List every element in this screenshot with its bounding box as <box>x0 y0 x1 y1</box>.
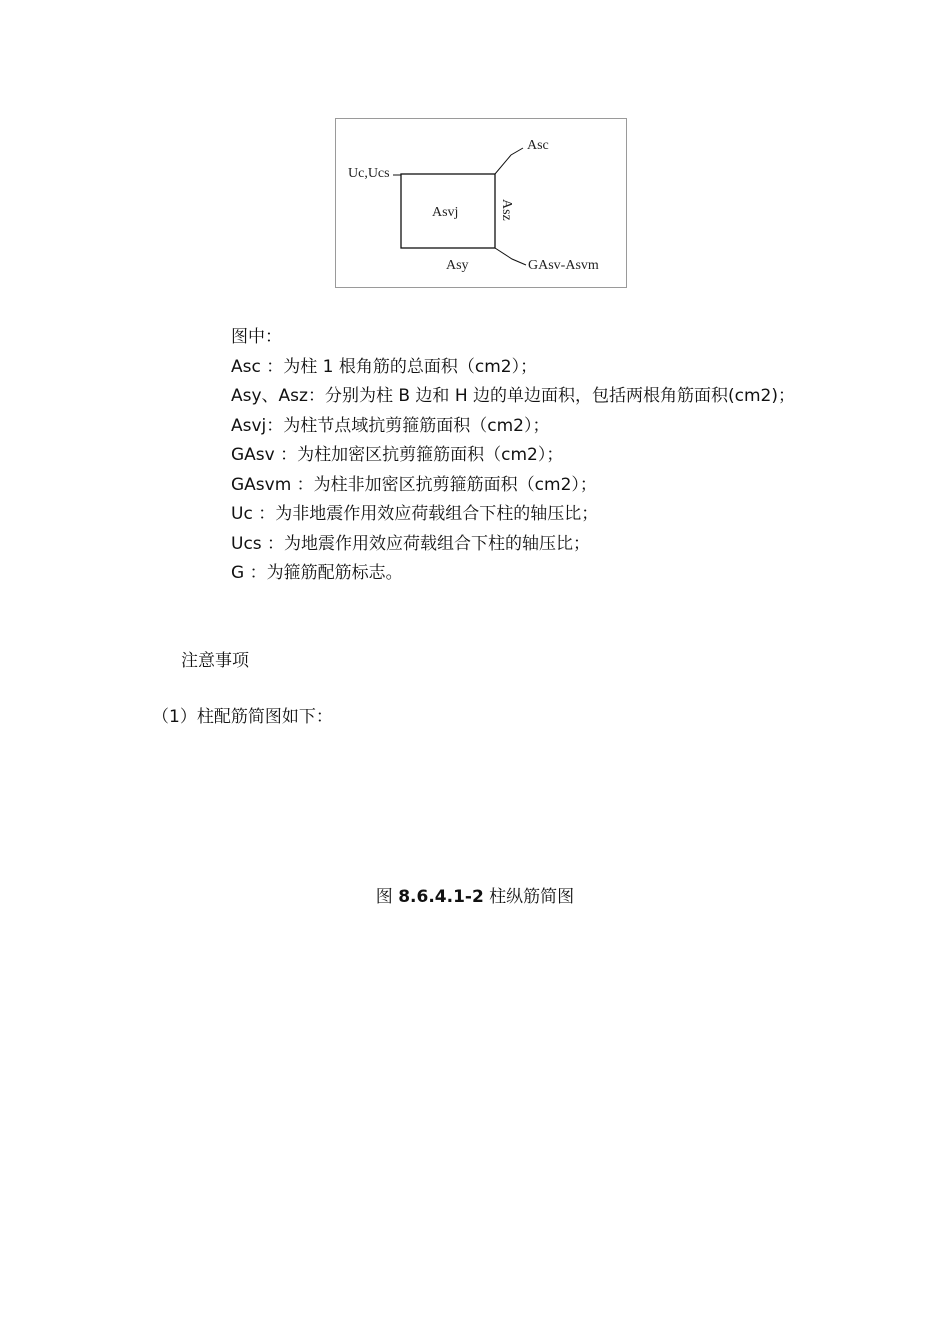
label-uc-ucs: Uc,Ucs <box>348 166 390 181</box>
caption-figure-number: 8.6.4.1-2 <box>398 887 484 907</box>
note-item-1: （1）柱配筋简图如下： <box>152 707 333 727</box>
leader-gasv <box>495 248 526 265</box>
legend-intro: 图中： <box>231 327 282 347</box>
label-asy: Asy <box>446 258 469 273</box>
figure-caption <box>0 884 950 910</box>
leader-asc <box>495 148 523 174</box>
label-asz: Asz <box>499 199 514 221</box>
legend-item-g: G ：为箍筋配筋标志。 <box>231 563 403 583</box>
legend-item-asvj: Asvj：为柱节点域抗剪箍筋面积（cm2）； <box>231 415 550 436</box>
legend-item-ucs: Ucs ：为地震作用效应荷载组合下柱的轴压比； <box>231 533 591 554</box>
notes-heading: 注意事项 <box>181 651 249 671</box>
legend-item-uc: Uc ：为非地震作用效应荷载组合下柱的轴压比； <box>231 504 599 524</box>
column-reinforcement-diagram <box>335 118 627 288</box>
legend-item-asy-asz: Asy、Asz：分别为柱 B 边和 H 边的单边面积，包括两根角筋面积(cm2)； <box>231 386 796 406</box>
label-gasv-asvm: GAsv-Asvm <box>528 258 599 273</box>
caption-prefix: 图 <box>375 887 399 907</box>
legend-item-gasvm: GAsvm ：为柱非加密区抗剪箍筋面积（cm2）； <box>231 474 597 495</box>
legend-item-gasv: GAsv ：为柱加密区抗剪箍筋面积（cm2）； <box>231 445 564 465</box>
diagram-svg <box>336 119 628 289</box>
legend-item-asc: Asc ：为柱 1 根角筋的总面积（cm2）； <box>231 356 538 377</box>
label-asc: Asc <box>527 138 549 153</box>
label-asvj: Asvj <box>432 205 459 220</box>
caption-title: 柱纵筋简图 <box>483 887 575 907</box>
legend-block <box>231 323 871 589</box>
